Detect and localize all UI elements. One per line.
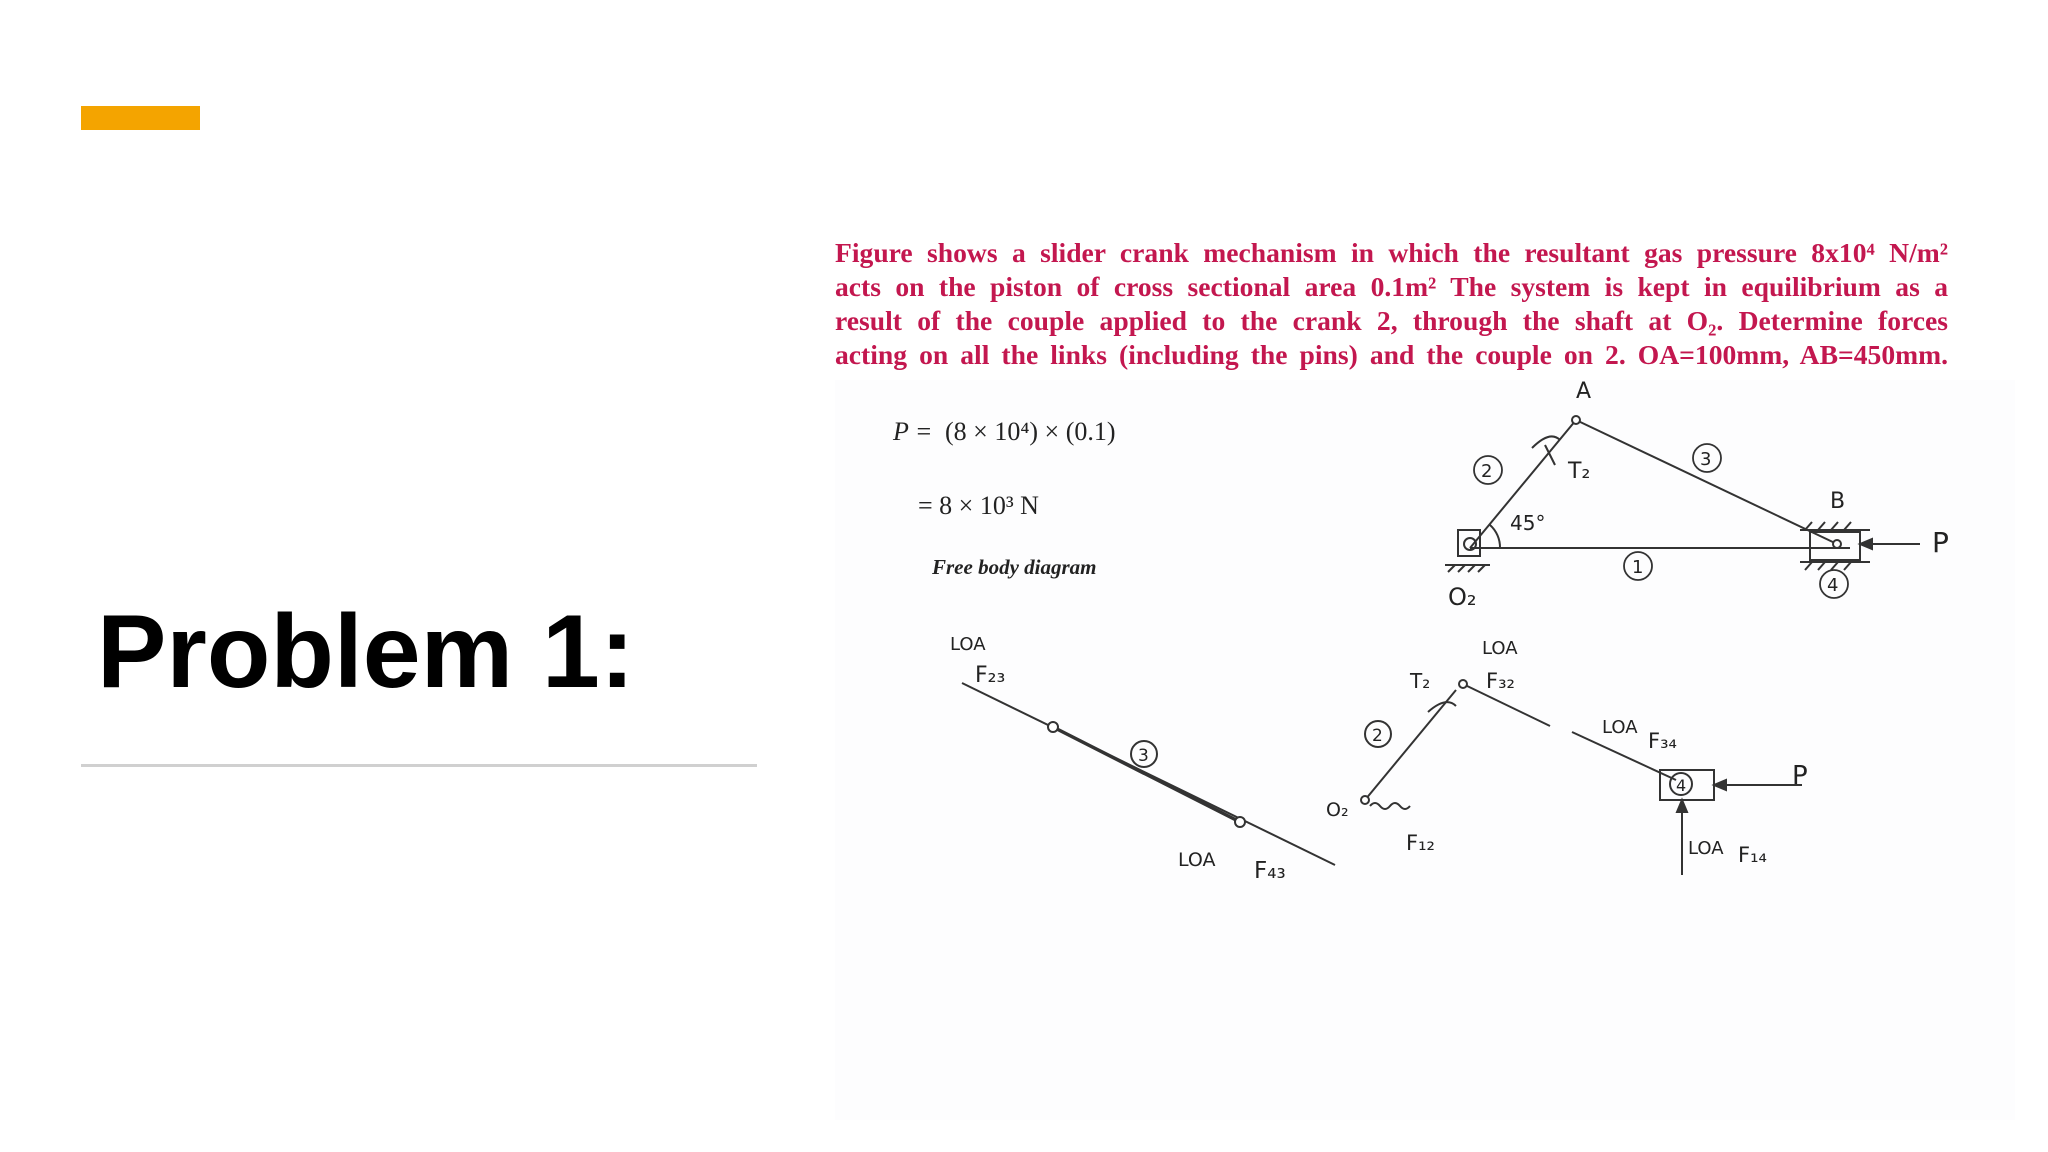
label-angle: 45° xyxy=(1510,511,1546,535)
label-t2: T₂ xyxy=(1568,459,1591,484)
connecting-rod-link-3 xyxy=(1576,420,1837,544)
label-a: A xyxy=(1576,379,1592,404)
label-p: P xyxy=(1932,526,1949,559)
link-3-pin-bottom xyxy=(1235,817,1245,827)
fbd4-f34: F₃₄ xyxy=(1648,729,1677,753)
fbd2-f32: F₃₂ xyxy=(1486,669,1515,693)
slide-title: Problem 1: xyxy=(97,594,635,710)
fbd3-loa-top: LOA xyxy=(950,634,986,655)
f12-squiggle xyxy=(1370,803,1410,809)
link-4-number: 4 xyxy=(1827,575,1839,596)
fbd3-link-number: 3 xyxy=(1138,746,1149,766)
fbd-link-3 xyxy=(962,683,1335,865)
slider-crank-diagram xyxy=(1445,416,1920,572)
fbd3-f23: F₂₃ xyxy=(975,663,1006,688)
fbd4-p: P xyxy=(1792,761,1808,791)
link-2-number: 2 xyxy=(1481,461,1493,482)
pin-a xyxy=(1572,416,1580,424)
label-b: B xyxy=(1830,489,1846,514)
fbd-link-2 xyxy=(1361,680,1550,809)
link-3-number: 3 xyxy=(1700,449,1712,470)
fbd-label: Free body diagram xyxy=(932,555,1097,579)
crank-fbd-pin-o2 xyxy=(1361,796,1369,804)
fbd4-slider-number: 4 xyxy=(1676,776,1687,795)
problem-line: acts on the piston of cross sectional area 0.1m² The system is kept in equilibrium as a xyxy=(835,271,1948,302)
fbd4-loa-f14: LOA xyxy=(1688,838,1724,859)
equation-result: = 8 × 10³ N xyxy=(918,491,1039,520)
problem-line: Figure shows a slider crank mechanism in which the resultant gas pressure 8x10⁴ N/m² xyxy=(835,237,1948,268)
fbd2-o2: O₂ xyxy=(1326,799,1349,821)
fbd2-link-number: 2 xyxy=(1372,726,1383,746)
label-o2: O₂ xyxy=(1448,583,1477,611)
link-1-number: 1 xyxy=(1632,557,1644,578)
angle-arc xyxy=(1490,525,1500,548)
problem-line: result of the couple applied to the crank 2, through the shaft at O₂. Determine forces xyxy=(835,305,1948,336)
fbd2-f12: F₁₂ xyxy=(1406,831,1435,855)
fbd4-f14: F₁₄ xyxy=(1738,843,1767,867)
crank-fbd-pin-a xyxy=(1459,680,1467,688)
equation-rhs: (8 × 10⁴) × (0.1) xyxy=(945,417,1116,446)
fbd3-f43: F₄₃ xyxy=(1254,858,1286,884)
equation-lhs: P = xyxy=(893,417,933,446)
problem-line: acting on all the links (including the pins) and the couple on 2. OA=100mm, AB=450mm. xyxy=(835,339,1948,370)
pin-b xyxy=(1833,540,1841,548)
fbd2-t2: T₂ xyxy=(1410,669,1431,693)
fbd2-loa: LOA xyxy=(1482,638,1518,659)
link-3-pin-top xyxy=(1048,722,1058,732)
fbd-slider-4 xyxy=(1572,732,1802,875)
fbd4-loa-f34: LOA xyxy=(1602,717,1638,738)
fbd3-loa-bottom: LOA xyxy=(1178,849,1216,871)
